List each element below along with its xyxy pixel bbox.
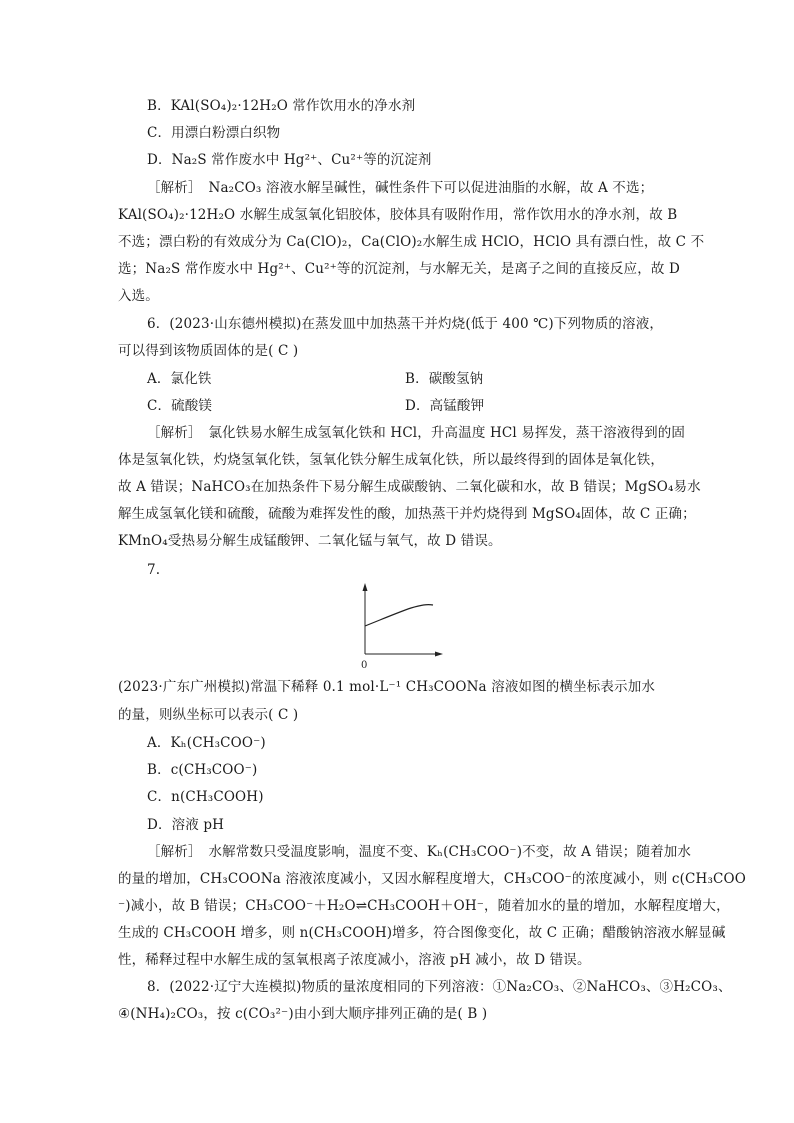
- question-8-stem-line2: ④(NH₄)₂CO₃，按 c(CO₃²⁻)由小到大顺序排列正确的是( B ): [118, 1006, 488, 1022]
- analysis-q5-line5: 入选。: [118, 288, 159, 304]
- option-d-q7: D．溶液 pH: [147, 817, 225, 833]
- question-7-stem-line2: 的量，则纵坐标可以表示( C ): [118, 707, 299, 723]
- x-axis-arrow: [435, 652, 443, 657]
- origin-label: 0: [361, 660, 368, 670]
- question-6-stem-line2: 可以得到该物质固体的是( C ): [118, 343, 299, 359]
- analysis-q6-line5: KMnO₄受热易分解生成锰酸钾、二氧化锰与氧气，故 D 错误。: [118, 533, 502, 549]
- analysis-q7-line2: 的量的增加，CH₃COONa 溶液浓度减小，又因水解程度增大，CH₃COO⁻的浓度减小，则 c(CH₃COO: [118, 871, 746, 887]
- analysis-q7-line1: ［解析］ 水解常数只受温度影响，温度不变、Kₕ(CH₃COO⁻)不变，故 A 错误；随着加水: [147, 844, 692, 860]
- option-c-q6: C．硫酸镁: [147, 398, 213, 414]
- analysis-q5-line1: ［解析］ Na₂CO₃ 溶液水解呈碱性，碱性条件下可以促进油脂的水解，故 A 不选；: [147, 180, 654, 196]
- question-7-stem-line1: (2023·广东广州模拟)常温下稀释 0.1 mol·L⁻¹ CH₃COONa 溶液如图的横坐标表示加水: [118, 679, 655, 695]
- option-a-q6: A．氯化铁: [147, 371, 212, 387]
- option-d-q5: D．Na₂S 常作废水中 Hg²⁺、Cu²⁺等的沉淀剂: [147, 152, 432, 168]
- option-a-q7: A．Kₕ(CH₃COO⁻): [147, 735, 266, 751]
- question-8-stem-line1: 8．(2022·辽宁大连模拟)物质的量浓度相同的下列溶液：①Na₂CO₃、②NaHCO₃、③H₂CO₃、: [147, 979, 732, 995]
- y-axis-arrow: [363, 583, 368, 591]
- option-c-q7: C．n(CH₃COOH): [147, 789, 264, 805]
- option-b-q5: B．KAl(SO₄)₂·12H₂O 常作饮用水的净水剂: [147, 98, 416, 114]
- analysis-q5-line4: 选；Na₂S 常作废水中 Hg²⁺、Cu²⁺等的沉淀剂，与水解无关，是离子之间的直接反应，故 D: [118, 261, 680, 277]
- curve: [365, 605, 433, 626]
- analysis-q5-line3: 不选；漂白粉的有效成分为 Ca(ClO)₂，Ca(ClO)₂水解生成 HClO，HClO 具有漂白性，故 C 不: [118, 234, 705, 250]
- analysis-q7-line5: 性，稀释过程中水解生成的氢氧根离子浓度减小，溶液 pH 减小，故 D 错误。: [118, 952, 591, 968]
- question-6-stem-line1: 6．(2023·山东德州模拟)在蒸发皿中加热蒸干并灼烧(低于 400 ℃)下列物质的溶液，: [147, 316, 664, 332]
- option-c-q5: C．用漂白粉漂白织物: [147, 125, 281, 141]
- analysis-q6-line3: 故 A 错误；NaHCO₃在加热条件下易分解生成碳酸钠、二氧化碳和水，故 B 错误；MgSO₄易水: [118, 479, 701, 495]
- dilution-graph: [355, 582, 445, 670]
- analysis-q7-line4: 生成的 CH₃COOH 增多，则 n(CH₃COOH)增多，符合图像变化，故 C 正确；醋酸钠溶液水解显碱: [118, 925, 726, 941]
- analysis-q6-line2: 体是氢氧化铁，灼烧氢氧化铁，氢氧化铁分解生成氧化铁，所以最终得到的固体是氧化铁，: [118, 452, 664, 468]
- option-b-q7: B．c(CH₃COO⁻): [147, 762, 258, 778]
- question-7-number: 7.: [147, 562, 161, 578]
- analysis-q5-line2: KAl(SO₄)₂·12H₂O 水解生成氢氧化铝胶体，胶体具有吸附作用，常作饮用水的净水剂，故 B: [118, 207, 678, 223]
- option-d-q6: D．高锰酸钾: [405, 398, 485, 414]
- analysis-q6-line1: ［解析］ 氯化铁易水解生成氢氧化铁和 HCl，升高温度 HCl 易挥发，蒸干溶液得到的固: [147, 425, 686, 441]
- analysis-q6-line4: 解生成氢氧化镁和硫酸，硫酸为难挥发性的酸，加热蒸干并灼烧得到 MgSO₄固体，故 C 正确；: [118, 506, 696, 522]
- option-b-q6: B．碳酸氢钠: [405, 371, 484, 387]
- analysis-q7-line3: ⁻)减小，故 B 错误；CH₃COO⁻＋H₂O⇌CH₃COOH＋OH⁻，随着加水的量的增加，水解程度增大，: [118, 898, 730, 914]
